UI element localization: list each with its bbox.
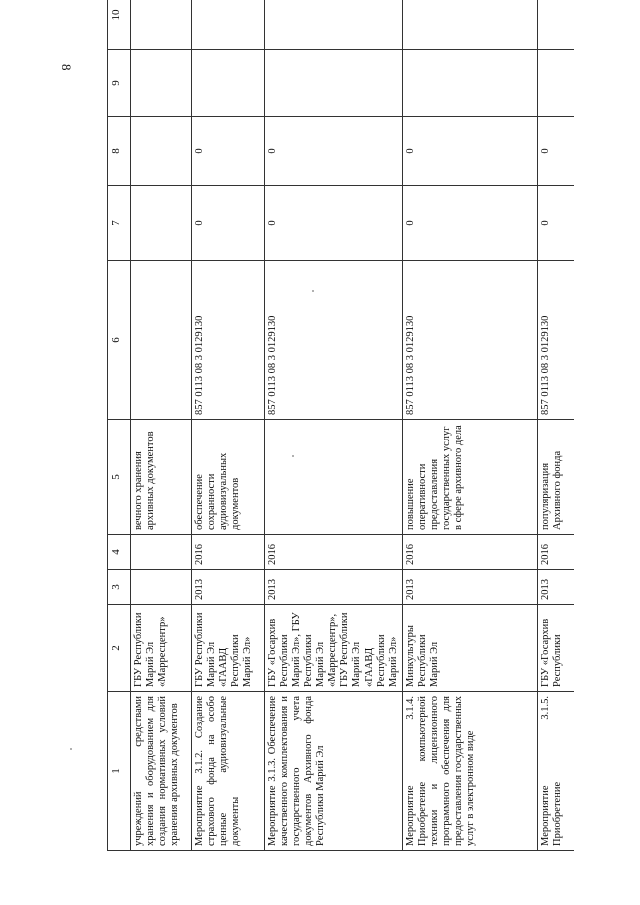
table-row: [537, 0, 574, 851]
cell-value: 0: [537, 186, 574, 261]
cell-code: 857 0113 08 3 0129130: [402, 261, 537, 420]
cell-value: [402, 50, 537, 117]
cell-value: [131, 0, 192, 50]
cell-executor: ГБУ Республики Марий Эл «ГААВД Республики Марий Эл»: [192, 605, 265, 692]
header-cell: 6: [108, 261, 131, 420]
cell-value: 0: [192, 117, 265, 186]
cell-start-year: 2013: [265, 570, 403, 605]
cell-code: [131, 261, 192, 420]
cell-value: [131, 117, 192, 186]
cell-value: [131, 50, 192, 117]
program-table: [107, 0, 574, 851]
cell-result: вечного хранения архивных документов: [131, 420, 192, 535]
cell-result: повышение оперативности предоставления государственных услуг в сфере архивного дела: [402, 420, 537, 535]
cell-value: 0: [402, 186, 537, 261]
cell-code: 857 0113 08 3 0129130: [537, 261, 574, 420]
cell-start-year: [131, 570, 192, 605]
table-row: [402, 0, 537, 851]
page-number: 8: [59, 64, 74, 71]
cell-end-year: 2016: [265, 535, 403, 570]
cell-code: 857 0113 08 3 0129130: [265, 261, 403, 420]
cell-executor: ГБУ «Госархив Республики Марий Эл», ГБУ Республики Марий Эл «Марресцентр», ГБУ Республики Марий Эл «ГААВД Республики Марий Эл»: [265, 605, 403, 692]
cell-measure: Мероприятие 3.1.4. Приобретение компьютерной техники и лицензионного программного обеспечения для предоставления государственных услуг в электронном виде: [402, 692, 537, 851]
cell-end-year: 2016: [192, 535, 265, 570]
cell-value: 0: [192, 186, 265, 261]
table-header-row: [108, 0, 131, 851]
table-row: [131, 0, 192, 851]
cell-measure: Мероприятие 3.1.3. Обеспечение качественного комплектования и государственного учета документов Архивного фонда Республики Марий Эл: [265, 692, 403, 851]
cell-result: популяризация Архивного фонда: [537, 420, 574, 535]
cell-code: 857 0113 08 3 0129130: [192, 261, 265, 420]
header-cell: 1: [108, 692, 131, 851]
cell-value: [265, 0, 403, 50]
cell-value: 0: [265, 117, 403, 186]
header-cell: 8: [108, 117, 131, 186]
rotated-table-wrapper: [107, 9, 637, 851]
cell-measure: Мероприятие 3.1.2. Создание страхового фонда на особо ценные аудиовизуальные документы: [192, 692, 265, 851]
scan-speck: [70, 748, 72, 750]
cell-measure: Мероприятие 3.1.5. Приобретение: [537, 692, 574, 851]
cell-end-year: 2016: [537, 535, 574, 570]
cell-executor: Минкультуры Республики Марий Эл: [402, 605, 537, 692]
header-cell: 7: [108, 186, 131, 261]
header-cell: 9: [108, 50, 131, 117]
scan-speck: [292, 455, 294, 457]
cell-start-year: 2013: [537, 570, 574, 605]
cell-value: [131, 186, 192, 261]
cell-end-year: 2016: [402, 535, 537, 570]
cell-value: 0: [537, 117, 574, 186]
cell-result: обеспечение сохранности аудиовизуальных документов: [192, 420, 265, 535]
header-cell: 5: [108, 420, 131, 535]
cell-value: 0: [402, 117, 537, 186]
scan-speck: [312, 290, 314, 292]
header-cell: 10: [108, 0, 131, 50]
cell-start-year: 2013: [192, 570, 265, 605]
cell-executor: ГБУ Республики Марий Эл «Марресцентр»: [131, 605, 192, 692]
cell-value: [265, 50, 403, 117]
cell-value: [192, 50, 265, 117]
header-cell: 4: [108, 535, 131, 570]
table-row: [192, 0, 265, 851]
cell-end-year: [131, 535, 192, 570]
header-cell: 2: [108, 605, 131, 692]
cell-value: [402, 0, 537, 50]
cell-measure: учреждений средствами хранения и оборудованием для создания нормативных условий хранения архивных документов: [131, 692, 192, 851]
cell-value: [537, 0, 574, 50]
cell-result: [265, 420, 403, 535]
cell-value: [537, 50, 574, 117]
cell-value: [192, 0, 265, 50]
cell-value: 0: [265, 186, 403, 261]
cell-executor: ГБУ «Госархив Республики: [537, 605, 574, 692]
header-cell: 3: [108, 570, 131, 605]
table-row: [265, 0, 403, 851]
cell-start-year: 2013: [402, 570, 537, 605]
